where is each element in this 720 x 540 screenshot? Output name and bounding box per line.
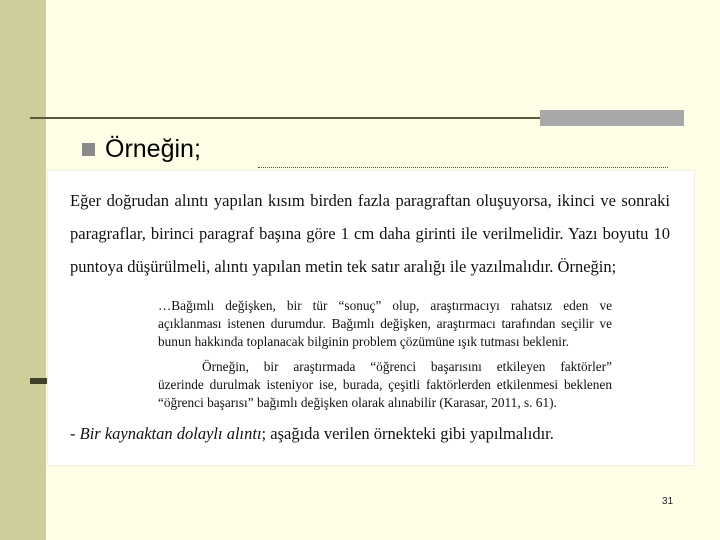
cropped-text-edge bbox=[258, 167, 668, 174]
slide-heading bbox=[82, 131, 201, 167]
paragraph-line: puntoya düşürülmeli, alıntı yapılan metin tek satır aralığı ile yazılmalıdır. Örneğin; bbox=[70, 257, 617, 276]
block-quote-second-paragraph bbox=[158, 358, 612, 412]
indirect-quote-italic: - Bir kaynaktan dolaylı alıntı bbox=[70, 424, 262, 443]
heading-text: Örneğin; bbox=[105, 134, 201, 163]
paragraph-line: paragraflar, birinci paragraf başına göre 1 cm daha girinti ile verilmelidir. Yazı boyutu 10 bbox=[70, 224, 670, 243]
quote-line: Örneğin, bir araştırmada “öğrenci başarısını etkileyen faktörler” bbox=[202, 359, 612, 374]
left-decorative-band bbox=[0, 0, 46, 540]
paragraph-line: Eğer doğrudan alıntı yapılan kısım birden fazla paragraftan oluşuyorsa, ikinci ve sonraki bbox=[70, 191, 670, 210]
divider-accent-block bbox=[540, 110, 684, 126]
indirect-quote-rest: ; aşağıda verilen örnekteki gibi yapılmalıdır. bbox=[261, 424, 554, 443]
page-number: 31 bbox=[662, 496, 674, 507]
main-paragraph bbox=[70, 184, 670, 283]
quote-line: açıklanması istenen durumdur. Bağımlı değişken, araştırmacı tarafından seçilir ve bbox=[158, 316, 612, 331]
quote-line: …Bağımlı değişken, bir tür “sonuç” olup, araştırmacıyı rahatsız eden ve bbox=[158, 298, 612, 313]
scanned-document-image bbox=[48, 171, 694, 465]
indirect-quote-line bbox=[70, 424, 554, 444]
quote-line: “öğrenci başarısı” bağımlı değişken olarak alınabilir (Karasar, 2011, s. 61). bbox=[158, 395, 557, 410]
square-bullet-icon bbox=[82, 143, 95, 156]
quote-line: bunun hakkında toplanacak bilginin problem çözümüne ışık tutması beklenir. bbox=[158, 334, 570, 349]
quote-line: üzerinde durulmak isteniyor ise, burada, çeşitli faktörlerden etkilenmesi beklenen bbox=[158, 377, 612, 392]
block-quote-first-paragraph bbox=[158, 297, 612, 351]
